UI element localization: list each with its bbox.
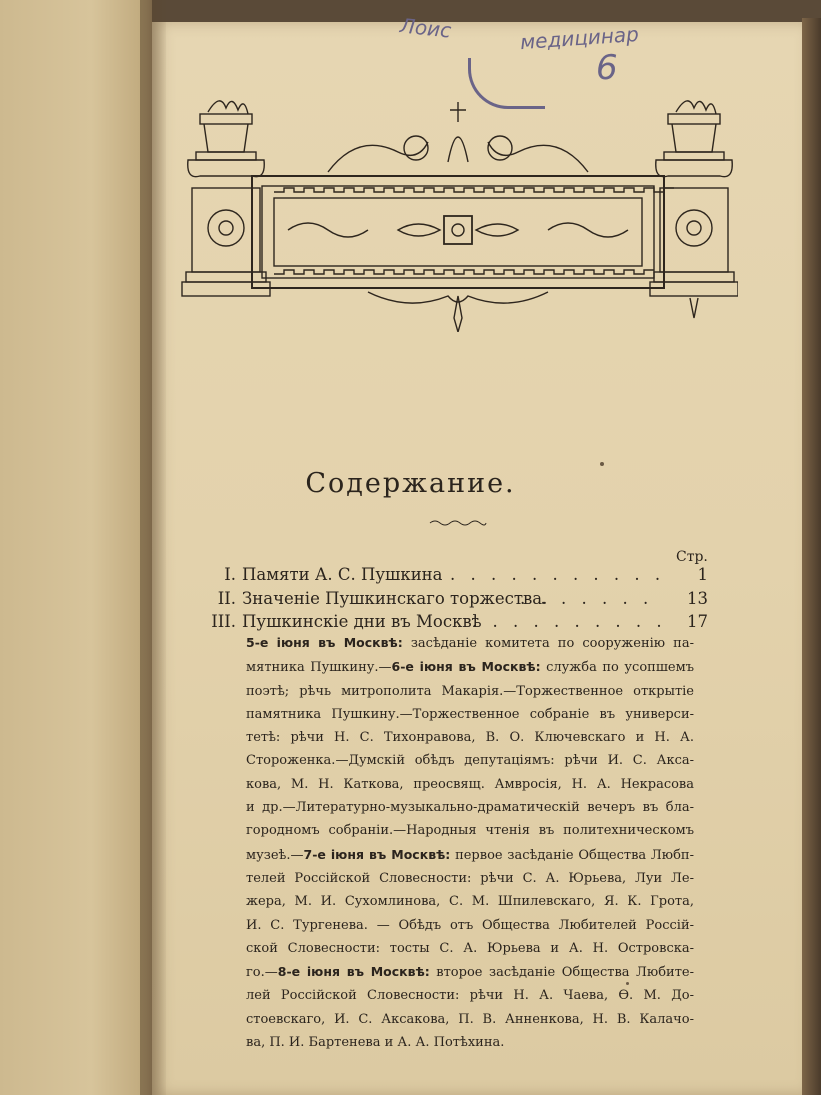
wavy-divider-icon: [428, 518, 488, 528]
description-line: кова, М. Н. Каткова, преосвящ. Амвросія, Н. А. Некрасова: [246, 776, 694, 792]
description-line: жера, М. И. Сухомлинова, С. М. Шпилевскаго, Я. К. Грота,: [246, 894, 694, 910]
handwritten-note-1: Лоис: [398, 13, 453, 43]
description-text: засѣданіе комитета по сооруженію па-: [402, 636, 694, 651]
toc-number: I.: [224, 565, 236, 584]
description-line: [246, 960, 694, 984]
page-title: Содержание.: [305, 468, 516, 499]
description-line: стоевскаго, И. С. Аксакова, П. В. Анненкова, Н. В. Калачо-: [246, 1011, 694, 1027]
left-urn-icon: [182, 101, 270, 296]
scroll-cresting-icon: [328, 102, 588, 172]
description-line: и др.—Литературно-музыкально-драматическій вечеръ въ бла-: [246, 800, 694, 816]
spine-shadow: [140, 0, 166, 1095]
description-text: первое засѣданіе Общества Любп-: [450, 847, 694, 863]
toc-number: II.: [217, 589, 236, 608]
description-line: ва, П. И. Бартенева и А. А. Потѣхина.: [246, 1035, 505, 1051]
toc-entry: [160, 589, 712, 613]
paper-speck: [600, 462, 604, 466]
handwritten-number: 6: [596, 48, 618, 88]
toc-page: 1: [697, 565, 708, 584]
description-text: служба по усопшемъ: [540, 660, 694, 676]
description-line: И. С. Тургенева. — Обѣдъ отъ Общества Любителей Россій-: [246, 917, 694, 933]
description-line: [246, 655, 694, 679]
toc-leader-dots: . . . . . . . . . . .: [450, 565, 666, 584]
description-line: поэтѣ; рѣчь митрополита Макарія.—Торжественное открытіе: [246, 683, 694, 699]
date-heading: 5-е іюня въ Москвѣ:: [246, 635, 403, 650]
toc-number: III.: [211, 612, 236, 631]
description-line: [246, 843, 694, 867]
page-column-label: Стр.: [676, 549, 708, 565]
description-line: [246, 631, 694, 655]
date-heading: 7-е іюня въ Москвѣ:: [303, 846, 451, 862]
right-page-edge: [802, 18, 821, 1095]
toc-entry: [160, 565, 712, 589]
description-text: второе засѣданіе Общества Любите-: [429, 965, 694, 981]
description-line: тетѣ: рѣчи Н. С. Тихонравова, В. О. Ключевскаго и Н. А.: [246, 730, 694, 746]
date-heading: 8-е іюня въ Москвѣ:: [277, 964, 430, 980]
toc-page: 13: [687, 589, 708, 608]
description-line: лей Россійской Словесности: рѣчи Н. А. Чаева, Ѳ. М. До-: [246, 988, 694, 1004]
description-text: музеѣ.—: [246, 847, 304, 863]
paper-speck: [626, 982, 629, 985]
toc-leader-dots: . . . . . . .: [520, 589, 654, 608]
toc-title: Памяти А. С. Пушкина: [242, 565, 443, 584]
headpiece-ornament: [178, 92, 738, 332]
description-line: городномъ собраніи.—Народныя чтенія въ политехническомъ: [246, 823, 694, 839]
pendant-ornament-icon: [368, 292, 548, 332]
toc-leader-dots: . . . . . . . . . .: [472, 612, 667, 631]
description-text: мятника Пушкину.—: [246, 660, 392, 676]
description-line: памятника Пушкину.—Торжественное собраніе въ универси-: [246, 706, 694, 722]
greek-key-frieze-icon: [252, 176, 674, 288]
handwritten-note-2: медицинар: [519, 21, 640, 55]
description-line: телей Россійской Словесности: рѣчи С. А. Юрьева, Луи Ле-: [246, 870, 694, 886]
left-page-edge: [0, 0, 152, 1095]
toc-title: Значеніе Пушкинскаго торжества.: [242, 589, 548, 608]
date-heading: 6-е іюня въ Москвѣ:: [391, 659, 541, 675]
section-description: [246, 631, 694, 1054]
description-line: ской Словесности: тосты С. А. Юрьева и А. Н. Островска-: [246, 940, 694, 956]
description-line: Стороженка.—Думскій обѣдъ депутаціямъ: рѣчи И. С. Акса-: [246, 753, 694, 769]
toc-page: 17: [687, 612, 708, 631]
toc-title: Пушкинскіе дни въ Москвѣ: [242, 612, 482, 631]
description-text: го.—: [246, 965, 278, 981]
